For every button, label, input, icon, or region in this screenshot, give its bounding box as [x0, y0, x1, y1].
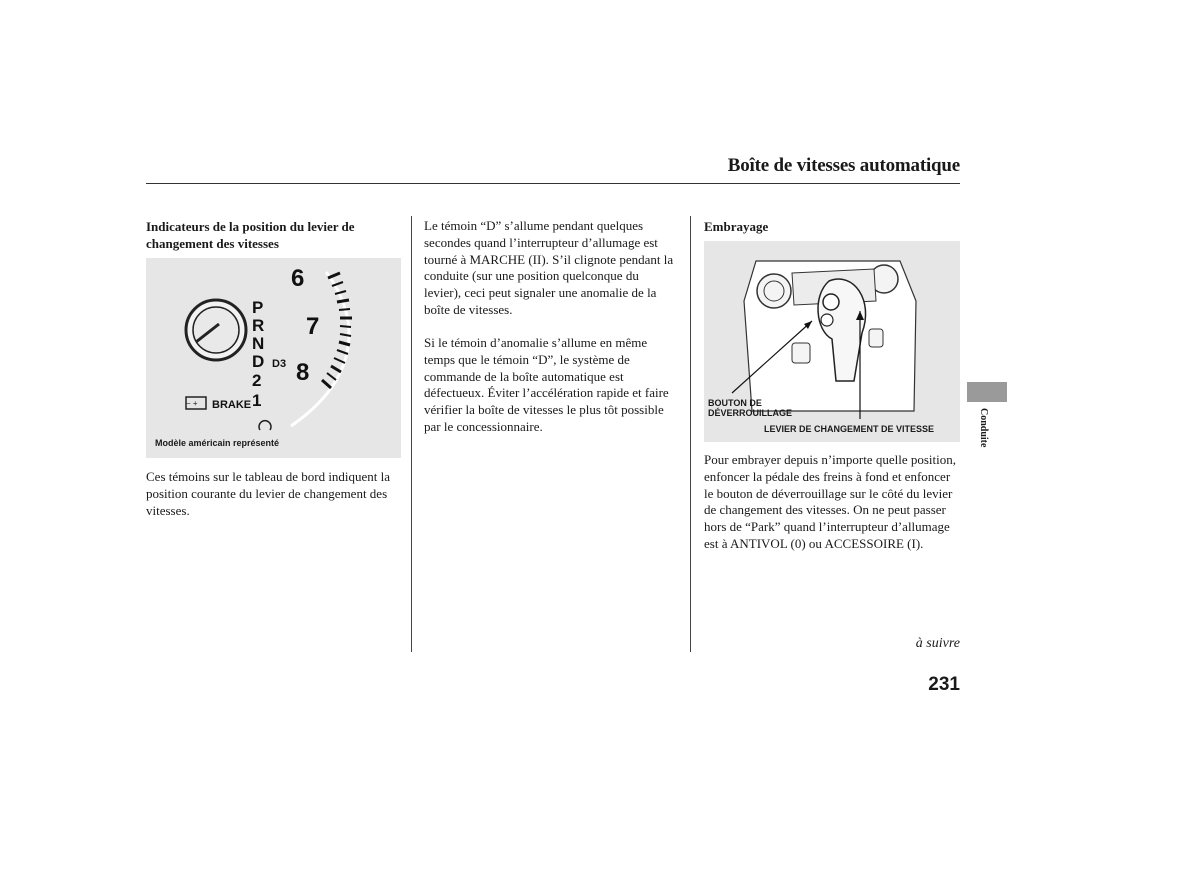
tachometer-number-6: 6 — [291, 265, 305, 292]
gear-letter-d: D — [252, 352, 265, 371]
page-title: Boîte de vitesses automatique — [727, 155, 960, 176]
gear-letter-1: 1 — [252, 391, 262, 410]
tachometer-number-7: 7 — [306, 313, 320, 340]
label-unlock-button-line1: BOUTON DE — [708, 398, 762, 408]
gear-letter-2: 2 — [252, 371, 262, 390]
console-switch-right — [869, 329, 883, 347]
section-tab-label: Conduite — [978, 408, 989, 448]
figure-caption: Modèle américain représenté — [155, 438, 280, 448]
indicator-figure — [146, 258, 401, 458]
gear-letter-n: N — [252, 334, 265, 353]
release-button — [823, 294, 839, 310]
arc-indicator — [259, 421, 271, 430]
header-rule — [146, 183, 960, 184]
tachometer-bezel — [291, 272, 349, 426]
paragraph-malfunction: Si le témoin d’anomalie s’allume en même temps que le témoin “D”, le système de commande de la boîte automatique est défectueux. Éviter l’accélération rapide et faire vérifier la boîte de vitesses le plus tôt possible par le concessionnaire. — [424, 335, 669, 434]
column-divider-2 — [690, 216, 691, 652]
brake-indicator: BRAKE — [212, 399, 252, 411]
battery-symbol: − + — [186, 399, 198, 408]
paragraph-shifting: Pour embrayer depuis n’importe quelle position, enfoncer la pédale des freins à fond et enfoncer le bouton de déverrouillage sur le côté du levier de changement des vitesses. On ne peut passer hors de “Park” quand l’interrupteur d’allumage est à ANTIVOL (0) ou ACCESSOIRE (I). — [704, 452, 957, 551]
instrument-cluster-illustration — [146, 258, 401, 458]
paragraph-indicators: Ces témoins sur le tableau de bord indiquent la position courante du levier de changement des vitesses. — [146, 469, 391, 518]
console-switch-left — [792, 343, 810, 363]
section-heading-embrayage: Embrayage — [704, 219, 769, 234]
shift-lever-figure — [704, 241, 960, 442]
continued-note: à suivre — [915, 636, 960, 651]
d3-indicator: D3 — [272, 358, 287, 370]
section-tab-marker — [967, 382, 1007, 402]
small-gauge-face — [193, 307, 239, 353]
label-unlock-button-line2: DÉVERROUILLAGE — [708, 408, 793, 418]
gear-letter-p: P — [252, 298, 264, 317]
tachometer-number-8: 8 — [296, 359, 310, 386]
gear-letter-r: R — [252, 316, 265, 335]
section-heading-shift-indicators: Indicateurs de la position du levier de changement des vitesses — [146, 219, 355, 251]
column-divider-1 — [411, 216, 412, 652]
page-number: 231 — [928, 674, 960, 695]
label-shift-lever: LEVIER DE CHANGEMENT DE VITESSE — [764, 424, 935, 434]
paragraph-d-indicator: Le témoin “D” s’allume pendant quelques secondes quand l’interrupteur d’allumage est tourné à MARCHE (II). S’il clignote pendant la conduite (sur une position quelconque du levier), ceci peut signaler une anomalie de la boîte de vitesses. — [424, 218, 674, 317]
left-knob — [757, 274, 791, 308]
